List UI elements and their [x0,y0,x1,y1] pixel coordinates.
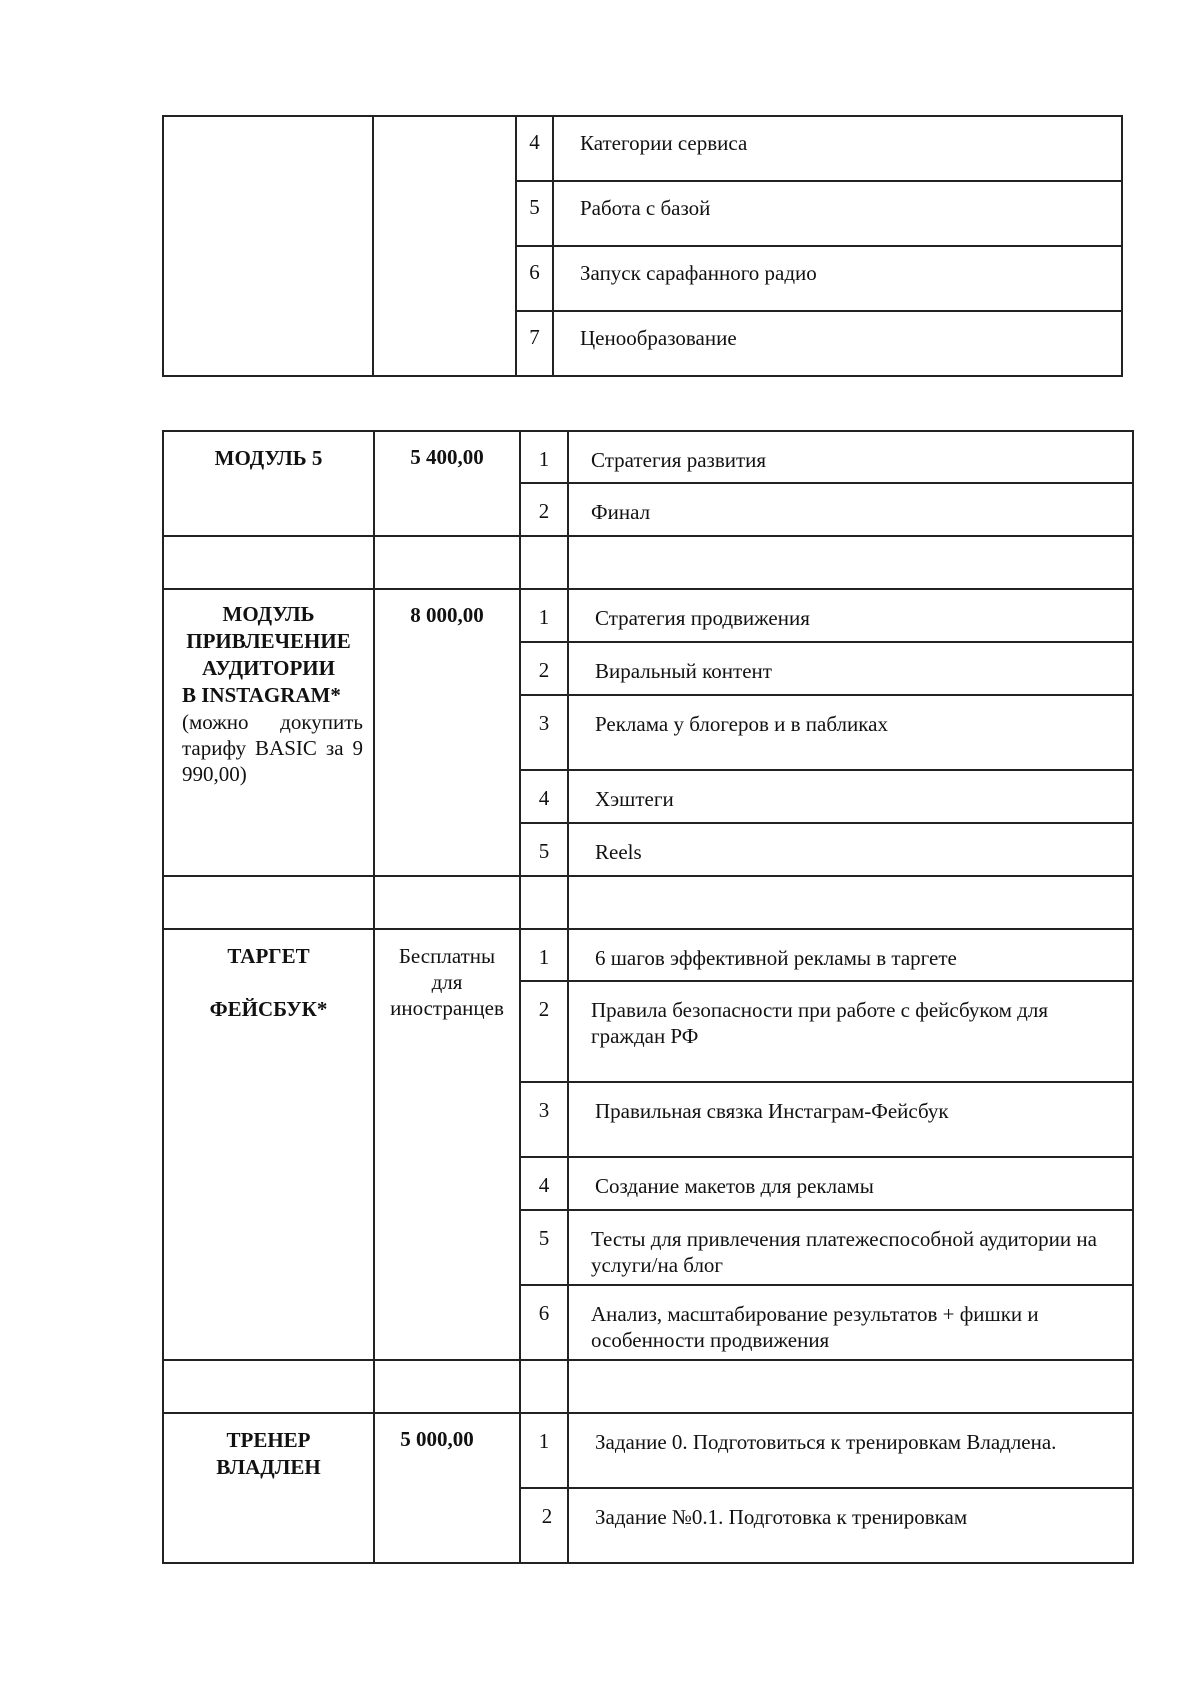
module-5-price: 5 400,00 [374,431,520,536]
table-row [163,929,1133,981]
module-trainer-title-line: ТРЕНЕР [226,1428,311,1452]
table-row [163,116,1122,181]
row-text: 6 шагов эффективной рекламы в таргете [568,929,1133,981]
module-trainer-title [163,1413,374,1563]
row-text: Правила безопасности при работе с фейсбуком для граждан РФ [568,981,1133,1082]
spacer-row [163,876,1133,929]
row-text: Ценообразование [553,311,1122,376]
row-text: Задание 0. Подготовиться к тренировкам Владлена. [568,1413,1133,1488]
module-target-title-line: ФЕЙСБУК* [209,997,328,1021]
module-trainer-title-line: ВЛАДЛЕН [216,1455,321,1479]
row-number: 1 [520,929,568,981]
row-text: Финал [568,483,1133,536]
row-text: Задание №0.1. Подготовка к тренировкам [568,1488,1133,1563]
row-number: 1 [520,431,568,483]
row-number: 2 [520,642,568,695]
row-number: 3 [520,695,568,770]
row-number: 2 [520,1488,568,1563]
row-number: 4 [520,1157,568,1210]
module-instagram-note: (можно докупить тарифу BASIC за 9 990,00) [182,710,363,786]
row-number: 4 [520,770,568,823]
row-number: 6 [520,1285,568,1360]
module-instagram-cell [163,589,374,876]
table-modules [162,430,1134,1564]
row-text: Работа с базой [553,181,1122,246]
table-continuation [162,115,1123,377]
module-instagram-title-line: АУДИТОРИИ [202,656,335,680]
row-number: 1 [520,589,568,642]
row-number: 7 [516,311,553,376]
row-number: 3 [520,1082,568,1157]
row-number: 2 [520,981,568,1082]
row-number: 5 [520,823,568,876]
row-text: Запуск сарафанного радио [553,246,1122,311]
row-text: Создание макетов для рекламы [568,1157,1133,1210]
table-row [163,589,1133,642]
row-number: 6 [516,246,553,311]
row-text: Стратегия продвижения [568,589,1133,642]
row-text: Reels [568,823,1133,876]
row-text: Хэштеги [568,770,1133,823]
spacer-row [163,1360,1133,1413]
module-target-price: Бесплатны для иностранцев [374,929,520,1360]
row-number: 5 [516,181,553,246]
module-5-title: МОДУЛЬ 5 [163,431,374,536]
table-row [163,1413,1133,1488]
module-instagram-title-line: В INSTAGRAM* [182,683,341,707]
row-number: 5 [520,1210,568,1285]
module-instagram-title-line: ПРИВЛЕЧЕНИЕ [186,629,351,653]
row-text: Категории сервиса [553,116,1122,181]
module-trainer-price: 5 000,00 [374,1413,520,1563]
module-target-cell [163,929,374,1360]
module-instagram-price: 8 000,00 [374,589,520,876]
row-number: 4 [516,116,553,181]
row-text: Тесты для привлечения платежеспособной аудитории на услуги/на блог [568,1210,1133,1285]
row-text: Стратегия развития [568,431,1133,483]
module-instagram-title-line: МОДУЛЬ [222,602,315,626]
row-text: Анализ, масштабирование результатов + фишки и особенности продвижения [568,1285,1133,1360]
row-text: Виральный контент [568,642,1133,695]
row-number: 1 [520,1413,568,1488]
module-target-title-line: ТАРГЕТ [227,944,310,968]
row-text: Реклама у блогеров и в пабликах [568,695,1133,770]
table-row [163,431,1133,483]
row-number: 2 [520,483,568,536]
row-text: Правильная связка Инстаграм-Фейсбук [568,1082,1133,1157]
spacer-row [163,536,1133,589]
